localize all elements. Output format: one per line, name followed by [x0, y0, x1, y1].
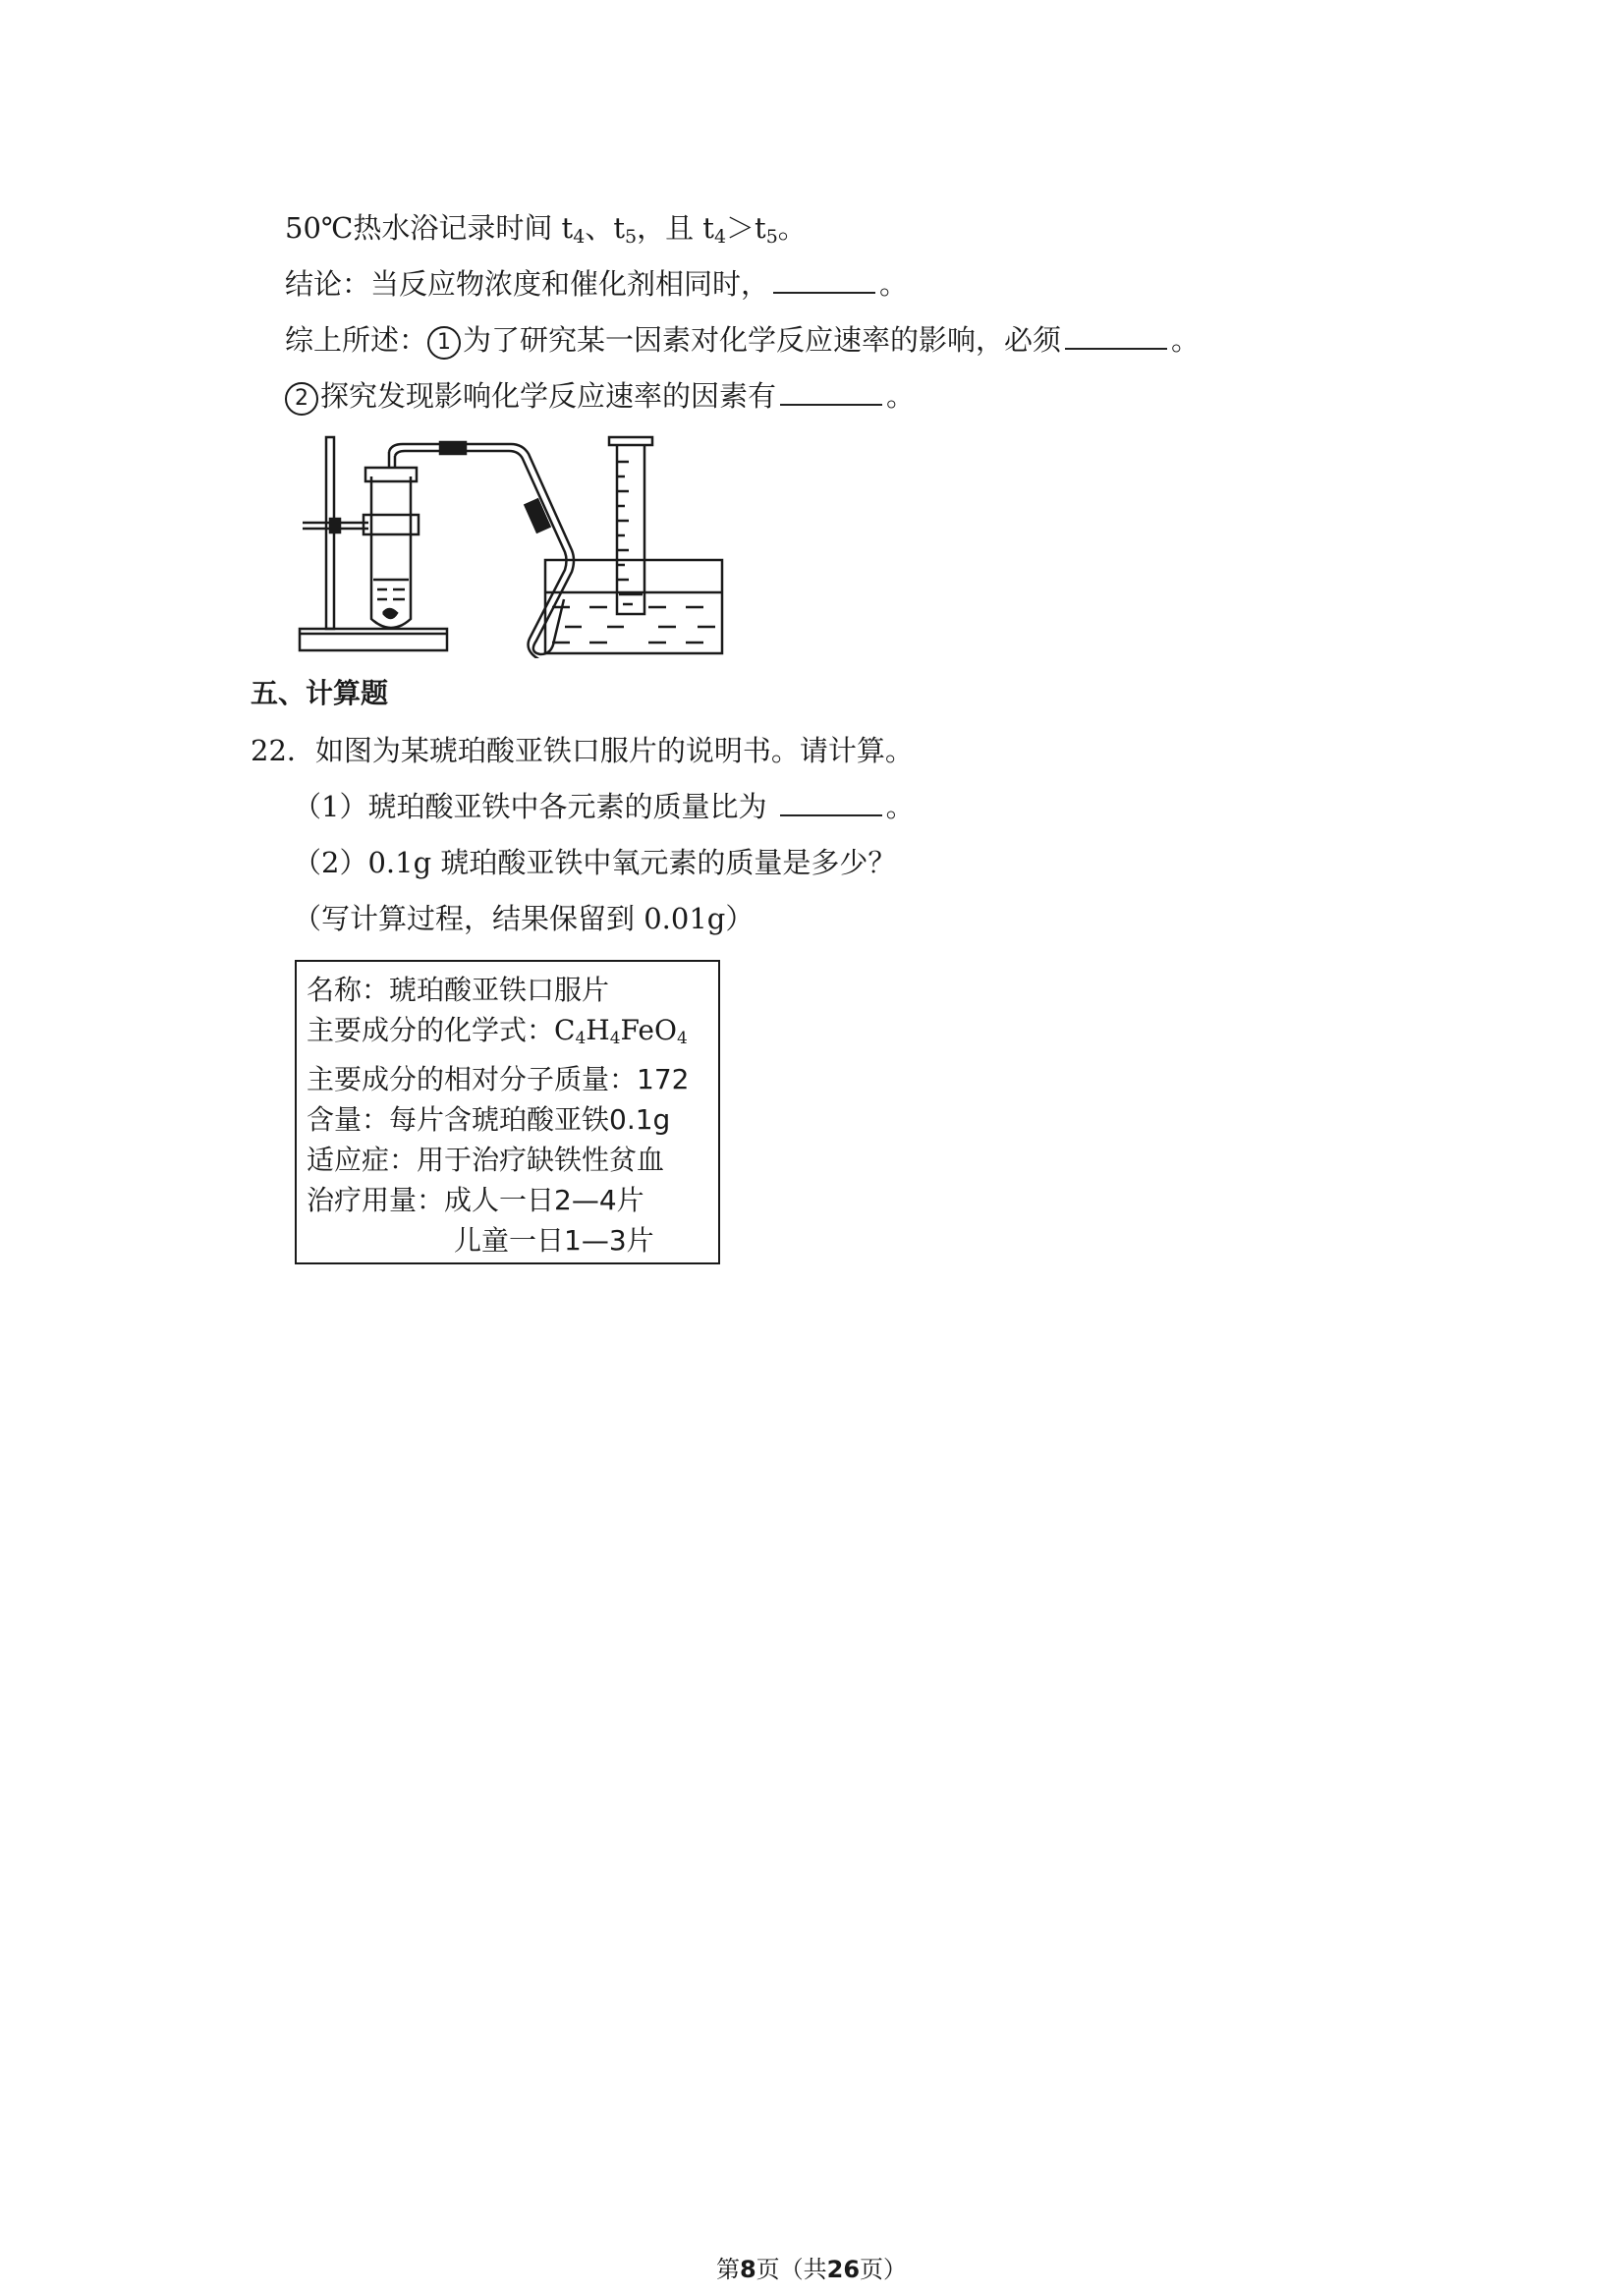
text-segment: 综上所述： — [285, 323, 428, 357]
question-22-part-1 — [293, 787, 915, 826]
text-line-time-record — [285, 208, 807, 256]
section-title: 五、计算题 — [251, 677, 389, 709]
text-segment: 。 — [885, 790, 915, 823]
text-segment: 为了研究某一因素对化学反应速率的影响，必须 — [463, 323, 1062, 357]
question-number: 22． — [251, 734, 315, 767]
footer-text: 页） — [860, 2256, 908, 2283]
text-segment: 。 — [1171, 323, 1201, 357]
answer-blank — [780, 789, 882, 816]
label-indication: 适应症：用于治疗缺铁性贫血 — [307, 1144, 665, 1176]
text-segment: 。 — [879, 267, 909, 301]
text-line-summary-1 — [285, 320, 1200, 360]
label-dosage-adult: 治疗用量：成人一日2—4片 — [307, 1184, 644, 1216]
gas-collection-apparatus-figure — [295, 432, 727, 658]
medicine-label-box — [295, 960, 720, 1264]
text-segment: ＞t — [726, 211, 766, 245]
question-stem: 如图为某琥珀酸亚铁口服片的说明书。请计算。 — [314, 734, 914, 767]
subscript: 4 — [713, 226, 727, 248]
answer-blank — [773, 266, 875, 294]
label-name: 名称：琥珀酸亚铁口服片 — [307, 974, 610, 1006]
question-22-stem — [251, 731, 914, 770]
text-segment: 、t — [585, 211, 625, 245]
text-segment: 。 — [886, 379, 916, 413]
answer-blank — [780, 378, 882, 406]
text-line-summary-2 — [285, 376, 915, 416]
question-22-note: （写计算过程，结果保留到 0.01g） — [293, 902, 755, 935]
label-molecular-mass: 主要成分的相对分子质量：172 — [307, 1063, 690, 1095]
footer-text: 第 — [715, 2256, 740, 2283]
formula-element: H — [586, 1014, 610, 1046]
subscript: 4 — [575, 1029, 587, 1048]
total-pages: 26 — [826, 2256, 861, 2283]
subscript: 4 — [573, 226, 586, 248]
subscript: 5 — [765, 226, 778, 248]
subscript: 4 — [676, 1029, 688, 1048]
page-number: 8 — [739, 2256, 756, 2283]
answer-blank — [1065, 322, 1167, 350]
text-segment: ，且 t — [637, 211, 714, 245]
label-dosage-child: 儿童一日1—3片 — [454, 1224, 654, 1257]
question-22-part-2: （2）0.1g 琥珀酸亚铁中氧元素的质量是多少？ — [293, 846, 897, 879]
text-segment: （1）琥珀酸亚铁中各元素的质量比为 — [293, 790, 776, 823]
page-footer — [0, 2250, 1623, 2284]
label-formula-caption: 主要成分的化学式： — [307, 1014, 555, 1046]
text-segment: 探究发现影响化学反应速率的因素有 — [320, 379, 777, 413]
formula-element: C — [554, 1014, 576, 1046]
formula-element: FeO — [620, 1014, 677, 1046]
chemical-formula — [554, 1014, 688, 1046]
label-formula — [307, 1010, 718, 1059]
text-line-conclusion — [285, 264, 908, 304]
label-content: 含量：每片含琥珀酸亚铁0.1g — [307, 1103, 671, 1136]
subscript: 5 — [624, 226, 638, 248]
text-segment: 结论：当反应物浓度和催化剂相同时， — [285, 267, 770, 301]
text-segment: 50℃热水浴记录时间 t — [285, 211, 574, 245]
footer-text: 页（共 — [756, 2256, 827, 2283]
subscript: 4 — [609, 1029, 621, 1048]
text-segment: 。 — [777, 211, 807, 245]
circled-number: 2 — [285, 382, 318, 416]
circled-number: 1 — [427, 326, 461, 360]
